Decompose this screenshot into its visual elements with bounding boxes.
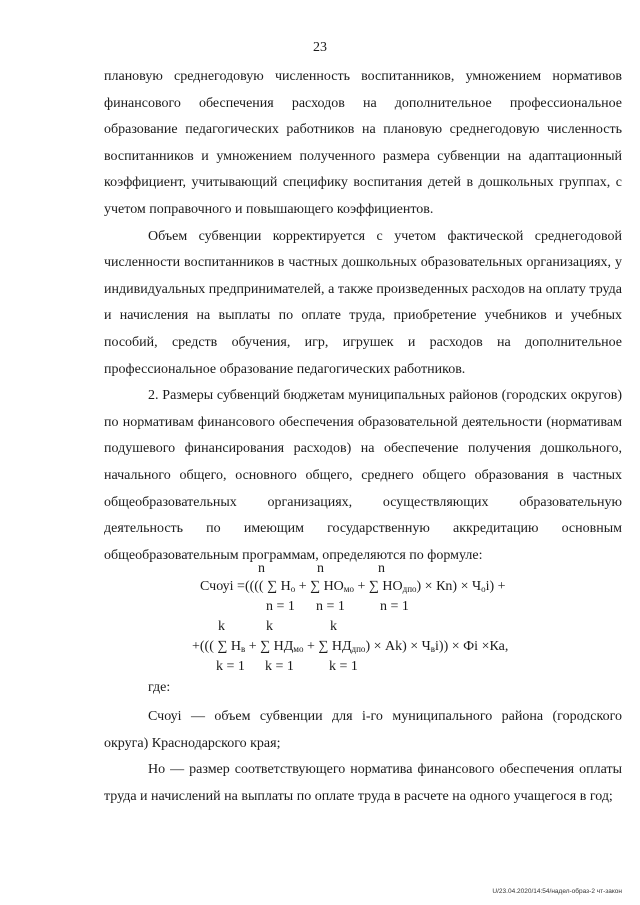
page-number: 23 [313, 40, 327, 55]
sum-lower-limit: n = 1 [316, 599, 345, 614]
sum-lower-limit: k = 1 [265, 659, 294, 674]
paragraph-subvention-adjustment: Объем субвенции корректируется с учетом фактической среднегодовой численности воспитанников в частных дошкольных образовательных организациях, у индивидуальных предпринимателей, а также произведенных расходов на оплату труда и начисления на выплаты по оплате труда, приобретение учебников и учебных пособий, средств обучения, игр, игрушек и расходов на дополнительное профессиональное образование педагогических работников. [104, 228, 622, 377]
sum-upper-limit: k [218, 619, 225, 634]
sum-upper-limit: n [378, 561, 385, 576]
body-text [104, 64, 622, 569]
sum-lower-limit: n = 1 [266, 599, 295, 614]
sum-lower-limit: k = 1 [216, 659, 245, 674]
where-label: где: [148, 680, 171, 695]
definition-item: Счоуi — объем субвенции для i-го муниципального района (городского округа) Краснодарского края; [104, 709, 622, 751]
definitions [104, 704, 622, 810]
formula-line-1: Счоуi =(((( ∑ $Н_о$ + ∑ $НО_{мо}$ + ∑ $НО_{дпо}) \times Кn) \times Ч_оi$) + [200, 579, 506, 594]
paragraph-item-2: 2. Размеры субвенций бюджетам муниципальных районов (городских округов) по нормативам финансового обеспечения образовательной деятельности (нормативам подушевого финансирования расходов) на обеспечение получения дошкольного, начального общего, основного общего, среднего общего образования в частных общеобразовательных организациях, осуществляющих образовательную деятельность по имеющим государственную аккредитацию основным общеобразовательным программам, определяются по формуле: [104, 388, 622, 563]
subvention-formula [104, 560, 622, 680]
paragraph-continuation: плановую среднегодовую численность воспитанников, умножением нормативов финансового обеспечения расходов на дополнительное профессиональное образование педагогических работников на плановую среднегодовую численность воспитанников и умножением полученного размера субвенции на адаптационный коэффициент, учитывающий специфику воспитания детей в дошкольных группах, с учетом поправочного и повышающего коэффициентов. [104, 69, 622, 217]
sum-upper-limit: n [317, 561, 324, 576]
sum-lower-limit: k = 1 [329, 659, 358, 674]
sum-upper-limit: n [258, 561, 265, 576]
formula-line-2: +((( ∑ $Н_в$ + ∑ $НД_{мо}$ + ∑ $НД_{дпо}) \times Аk) \times Ч_вi$)) × Фi ×Ка, [192, 639, 509, 654]
footer-file-stamp: U/23.04.2020/14:54/надел-образ-2 чт-закон [492, 888, 622, 895]
definition-item: Но — размер соответствующего норматива финансового обеспечения оплаты труда и начислений на выплаты по оплате труда в расчете на одного учащегося в год; [104, 762, 622, 804]
sum-upper-limit: k [266, 619, 273, 634]
sum-upper-limit: k [330, 619, 337, 634]
sum-lower-limit: n = 1 [380, 599, 409, 614]
